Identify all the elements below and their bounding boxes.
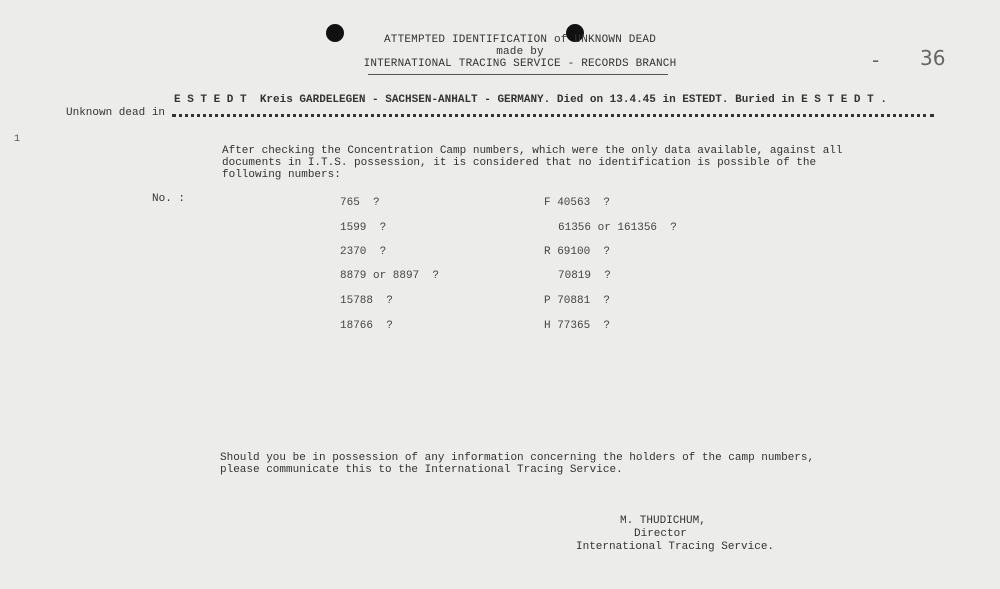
- page-dash: -: [872, 48, 880, 72]
- unknown-dead-label: Unknown dead in: [66, 107, 166, 119]
- margin-mark: 1: [14, 134, 21, 145]
- camp-number-left: 15788 ?: [340, 295, 393, 307]
- camp-number-left: 1599 ?: [340, 222, 387, 234]
- numbers-label: No. :: [152, 193, 186, 205]
- camp-number-left: 2370 ?: [340, 246, 387, 258]
- camp-number-left: 8879 or 8897 ?: [340, 270, 440, 282]
- intro-line-2: documents in I.T.S. possession, it is considered that no identification is possible of the: [222, 157, 817, 169]
- header-underline: [368, 74, 668, 75]
- dotted-fill-line: [172, 114, 934, 117]
- camp-number-right: 61356 or 161356 ?: [558, 222, 677, 234]
- made-by-text: made by: [496, 46, 544, 58]
- camp-number-right: F 40563 ?: [544, 197, 611, 209]
- camp-number-right: 70819 ?: [558, 270, 611, 282]
- signature-name: M. THUDICHUM,: [620, 515, 706, 527]
- signature-title: Director: [634, 528, 687, 540]
- camp-number-left: 765 ?: [340, 197, 380, 209]
- camp-number-right: P 70881 ?: [544, 295, 611, 307]
- burial-location-line: E S T E D T Kreis GARDELEGEN - SACHSEN-ANHALT - GERMANY. Died on 13.4.45 in ESTEDT. Buried in E S T E D T .: [174, 94, 887, 106]
- intro-line-3: following numbers:: [222, 169, 341, 181]
- punch-hole-left: [326, 24, 344, 42]
- page-number: 36: [920, 46, 946, 70]
- signature-organization: International Tracing Service.: [576, 541, 775, 553]
- intro-line-1: After checking the Concentration Camp numbers, which were the only data available, against all: [222, 145, 843, 157]
- closing-line-2: please communicate this to the International Tracing Service.: [220, 464, 623, 476]
- organization-line: INTERNATIONAL TRACING SERVICE - RECORDS BRANCH: [363, 58, 677, 70]
- camp-number-right: R 69100 ?: [544, 246, 611, 258]
- document-title: ATTEMPTED IDENTIFICATION of UNKNOWN DEAD: [383, 34, 657, 46]
- camp-number-right: H 77365 ?: [544, 320, 611, 332]
- closing-line-1: Should you be in possession of any information concerning the holders of the camp numbers,: [220, 452, 815, 464]
- camp-number-left: 18766 ?: [340, 320, 393, 332]
